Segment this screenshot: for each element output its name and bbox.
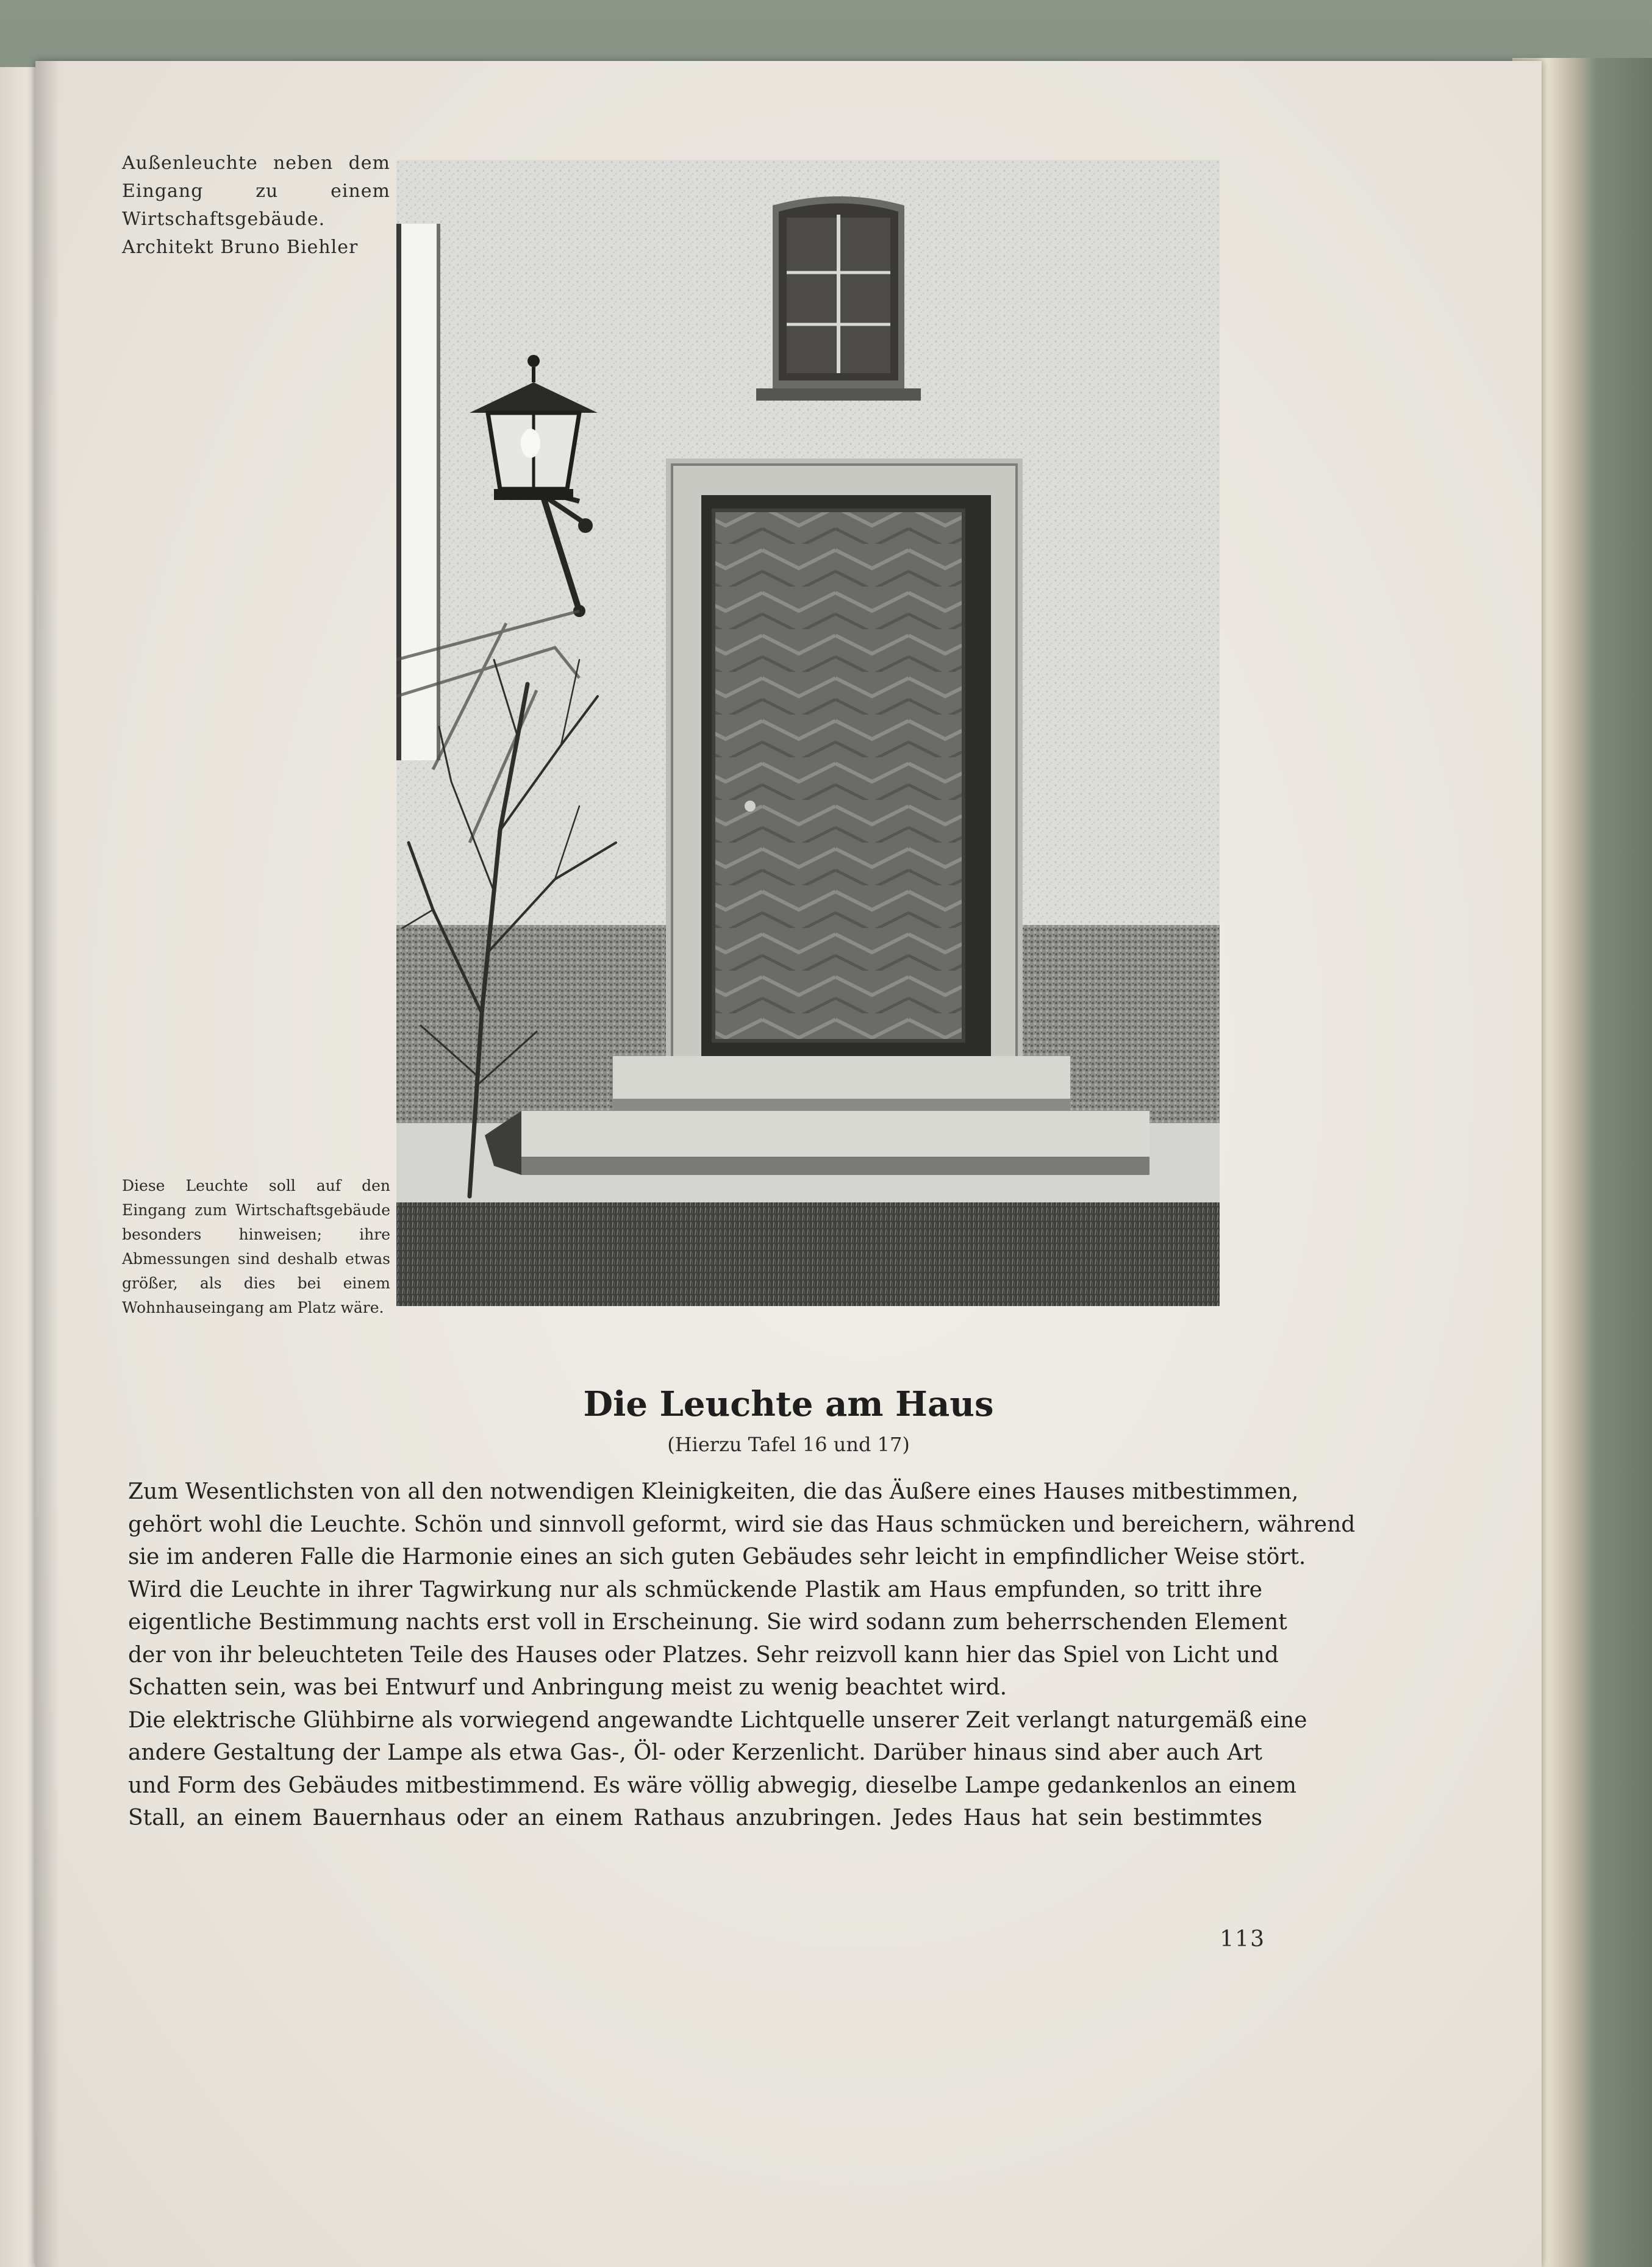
photo-illustration	[396, 160, 1220, 1306]
gutter-shadow	[35, 61, 60, 2267]
body-line: Wird die Leuchte in ihrer Tagwirkung nur als schmückende Plastik am Haus empfunden, so tritt ihre	[128, 1577, 1262, 1602]
body-line: der von ihr beleuchteten Teile des Hauses oder Platzes. Sehr reizvoll kann hier das Spiel von Licht und	[128, 1642, 1279, 1668]
body-line: und Form des Gebäudes mitbestimmend. Es wäre völlig abwegig, dieselbe Lampe gedankenlos an einem	[128, 1773, 1297, 1798]
body-line: gehört wohl die Leuchte. Schön und sinnvoll geformt, wird sie das Haus schmücken und bereichern, während	[128, 1512, 1356, 1537]
body-line: Zum Wesentlichsten von all den notwendigen Kleinigkeiten, die das Äußere eines Hauses mitbestimmen,	[128, 1479, 1299, 1504]
page-number: 113	[1220, 1927, 1265, 1952]
photo-caption-top: Außenleuchte neben dem Eingang zu einem Wirtschaftsgebäude. Architekt Bruno Biehler	[122, 152, 390, 258]
body-line: andere Gestaltung der Lampe als etwa Gas-, Öl- oder Kerzenlicht. Darüber hinaus sind aber auch Art	[128, 1740, 1262, 1765]
body-line: sie im anderen Falle die Harmonie eines an sich guten Gebäudes sehr leicht in empfindlicher Weise stört.	[128, 1544, 1306, 1569]
photo-caption-bottom: Diese Leuchte soll auf den Eingang zum Wirtschaftsgebäude besonders hinweisen; ihre Abmessungen sind deshalb etwas größer, als dies bei einem Wohnhauseingang am Platz wäre.	[122, 1177, 390, 1316]
body-line: Die elektrische Glühbirne als vorwiegend angewandte Lichtquelle unserer Zeit verlangt naturgemäß eine	[128, 1707, 1307, 1733]
body-line: Schatten sein, was bei Entwurf und Anbringung meist zu wenig beachtet wird.	[128, 1675, 1007, 1700]
door-lantern-photo	[396, 160, 1220, 1306]
article-body	[128, 1476, 1356, 1835]
article-title: Die Leuchte am Haus	[583, 1384, 994, 1424]
body-line: eigentliche Bestimmung nachts erst voll in Erscheinung. Sie wird sodann zum beherrschenden Element	[128, 1610, 1287, 1635]
body-line: Stall, an einem Bauernhaus oder an einem Rathaus anzubringen. Jedes Haus hat sein bestimmtes	[128, 1805, 1262, 1830]
article-subtitle: (Hierzu Tafel 16 und 17)	[667, 1433, 910, 1456]
